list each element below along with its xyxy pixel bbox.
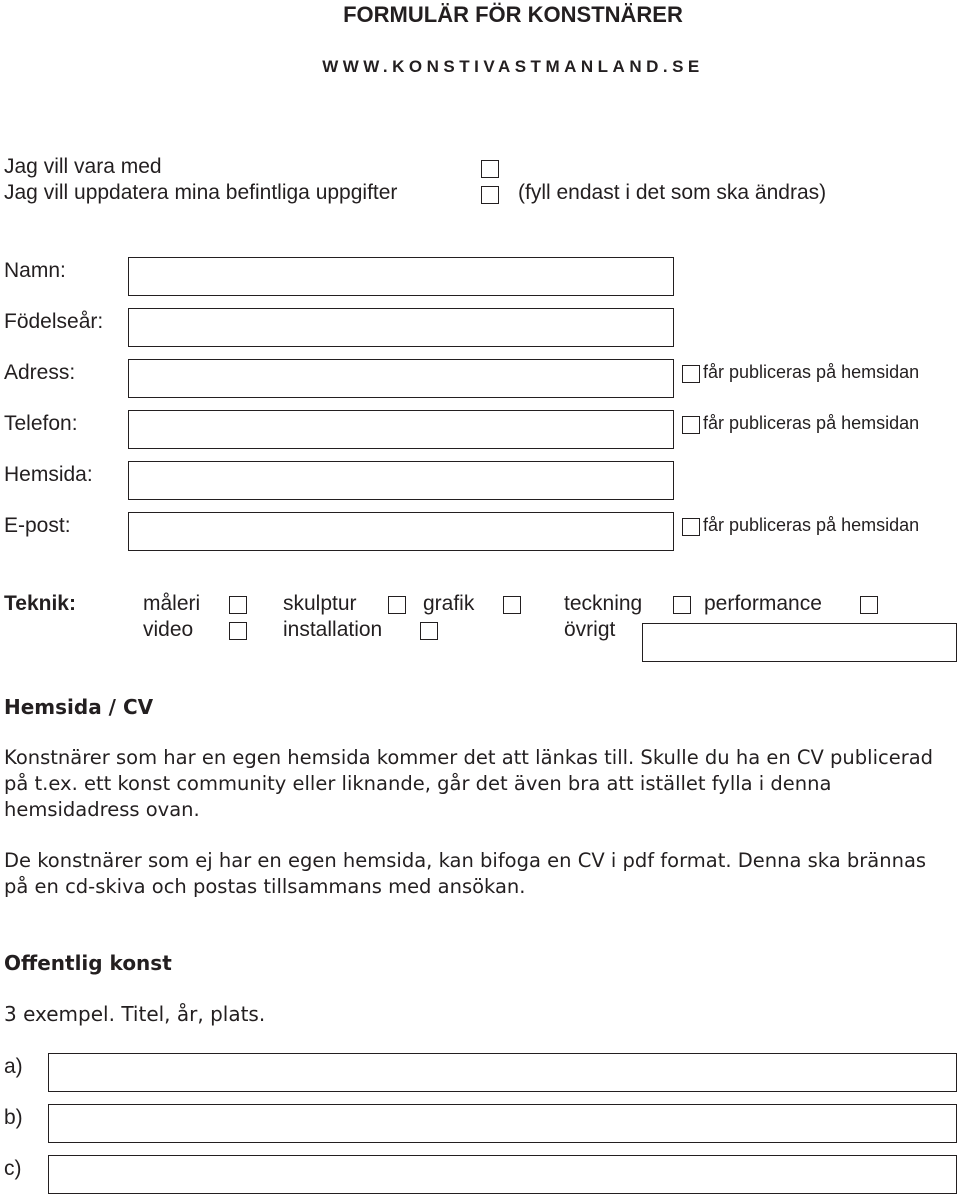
public-art-item-c-field[interactable]: [48, 1155, 957, 1194]
website-label: Hemsida:: [4, 463, 93, 486]
update-label: Jag vill uppdatera mina befintliga uppgifter: [4, 181, 398, 204]
address-publish-checkbox[interactable]: [682, 365, 700, 383]
phone-publish-checkbox[interactable]: [682, 416, 700, 434]
email-publish-label: får publiceras på hemsidan: [703, 515, 920, 535]
technique-label: Teknik:: [4, 592, 76, 615]
technique-other-field[interactable]: [642, 623, 957, 662]
address-field[interactable]: [128, 359, 674, 398]
technique-video-label: video: [143, 618, 194, 641]
update-checkbox[interactable]: [481, 186, 499, 204]
website-field[interactable]: [128, 461, 674, 500]
website-url: WWW.KONSTIVASTMANLAND.SE: [322, 57, 704, 76]
public-art-item-a-label: a): [4, 1055, 23, 1078]
join-label: Jag vill vara med: [4, 155, 162, 178]
name-label: Namn:: [4, 259, 66, 282]
technique-painting-checkbox[interactable]: [229, 596, 247, 614]
birth-year-label: Födelseår:: [4, 310, 104, 333]
public-art-item-a-field[interactable]: [48, 1053, 957, 1092]
technique-drawing-checkbox[interactable]: [673, 596, 691, 614]
public-art-item-c-label: c): [4, 1157, 22, 1180]
technique-sculpture-label: skulptur: [283, 592, 357, 615]
technique-drawing-label: teckning: [564, 592, 643, 615]
technique-performance-checkbox[interactable]: [860, 596, 878, 614]
technique-graphic-label: grafik: [423, 592, 475, 615]
address-label: Adress:: [4, 361, 76, 384]
technique-painting-label: måleri: [143, 592, 201, 615]
phone-field[interactable]: [128, 410, 674, 449]
public-art-heading: Offentlig konst: [4, 951, 172, 975]
update-note: (fyll endast i det som ska ändras): [518, 181, 827, 204]
phone-publish-label: får publiceras på hemsidan: [703, 413, 920, 433]
email-field[interactable]: [128, 512, 674, 551]
phone-label: Telefon:: [4, 412, 78, 435]
technique-performance-label: performance: [704, 592, 822, 615]
cv-paragraph-1: Konstnärer som har en egen hemsida kommer det att länkas till. Skulle du ha en CV publicerad på t.ex. ett konst community eller liknande, går det även bra att istället fylla i denna hemsidadress ovan.: [4, 746, 934, 821]
technique-installation-label: installation: [283, 618, 383, 641]
technique-graphic-checkbox[interactable]: [503, 596, 521, 614]
technique-video-checkbox[interactable]: [229, 622, 247, 640]
form-title: FORMULÄR FÖR KONSTNÄRER: [343, 2, 683, 27]
birth-year-field[interactable]: [128, 308, 674, 347]
public-art-item-b-field[interactable]: [48, 1104, 957, 1143]
join-checkbox[interactable]: [481, 160, 499, 178]
technique-sculpture-checkbox[interactable]: [388, 596, 406, 614]
cv-paragraph-2: De konstnärer som ej har en egen hemsida, kan bifoga en CV i pdf format. Denna ska brännas på en cd-skiva och postas tillsammans med ansökan.: [4, 849, 927, 898]
public-art-item-b-label: b): [4, 1106, 23, 1129]
email-label: E-post:: [4, 514, 71, 537]
technique-installation-checkbox[interactable]: [420, 622, 438, 640]
email-publish-checkbox[interactable]: [682, 518, 700, 536]
address-publish-label: får publiceras på hemsidan: [703, 362, 920, 382]
cv-heading: Hemsida / CV: [4, 695, 154, 719]
technique-other-label: övrigt: [564, 618, 616, 641]
name-field[interactable]: [128, 257, 674, 296]
public-art-instruction: 3 exempel. Titel, år, plats.: [4, 1002, 266, 1026]
